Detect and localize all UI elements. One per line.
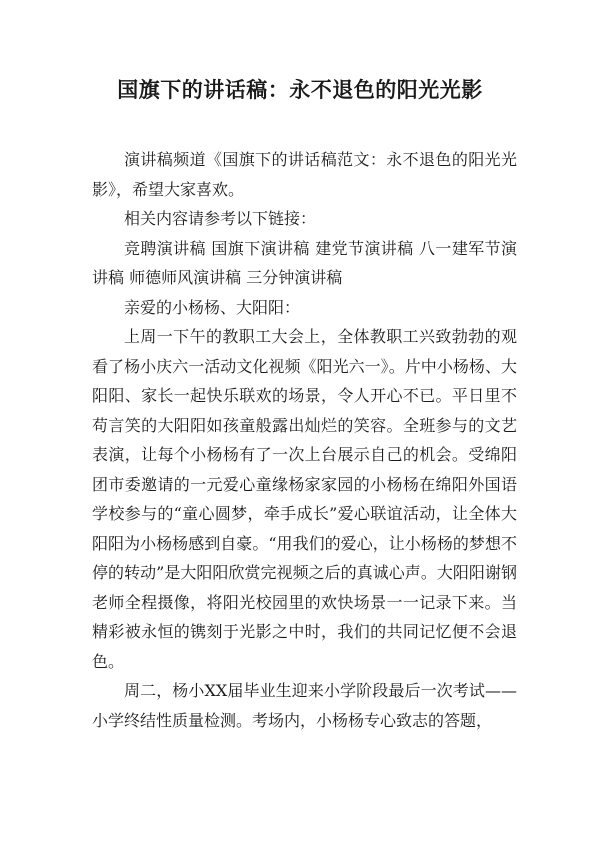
link-army-day-speech[interactable]: 八一建军节演讲稿 [92,238,517,287]
paragraph-1: 上周一下午的教职工大会上，全体教职工兴致勃勃的观看了杨小庆六一活动文化视频《阳光六一》。片中小杨杨、大阳阳、家长一起快乐联欢的场景，令人开心不已。平日里不苟言笑的大阳阳如孩童般露出灿烂的笑容。全班参与的文艺表演，让每个小杨杨有了一次上台展示自己的机会。受绵阳团市委邀请的一元爱心童缘杨家家园的小杨杨在绵阳外国语学校参与的“童心圆梦，牵手成长”爱心联谊活动，让全体大阳阳为小杨杨感到自豪。“用我们的爱心，让小杨杨的梦想不停的转动”是大阳阳欣赏完视频之后的真诚心声。大阳阳谢钢老师全程摄像，将阳光校园里的欢快场景一一记录下来。当精彩被永恒的镌刻于光影之中时，我们的共同记忆便不会退色。 [92,327,517,671]
links-heading: 相关内容请参考以下链接： [124,209,317,228]
link-party-day-speech[interactable]: 建党节演讲稿 [315,238,414,258]
document-body [92,145,517,735]
intro-paragraph: 演讲稿频道《国旗下的讲话稿范文：永不退色的阳光光影》，希望大家喜欢。 [92,150,517,199]
greeting: 亲爱的小杨杨、大阳阳： [124,297,301,317]
link-three-minute-speech[interactable]: 三分钟演讲稿 [246,268,343,287]
link-flag-speech[interactable]: 国旗下演讲稿 [211,238,310,258]
related-links [92,234,517,293]
link-competition-speech[interactable]: 竞聘演讲稿 [124,238,206,258]
document-title: 国旗下的讲话稿：永不退色的阳光光影 [117,78,483,102]
paragraph-2: 周二，杨小XX届毕业生迎来小学阶段最后一次考试——小学终结性质量检测。考场内，小杨杨专心致志的答题， [92,681,517,730]
link-teacher-ethics-speech[interactable]: 师德师风演讲稿 [129,268,242,287]
